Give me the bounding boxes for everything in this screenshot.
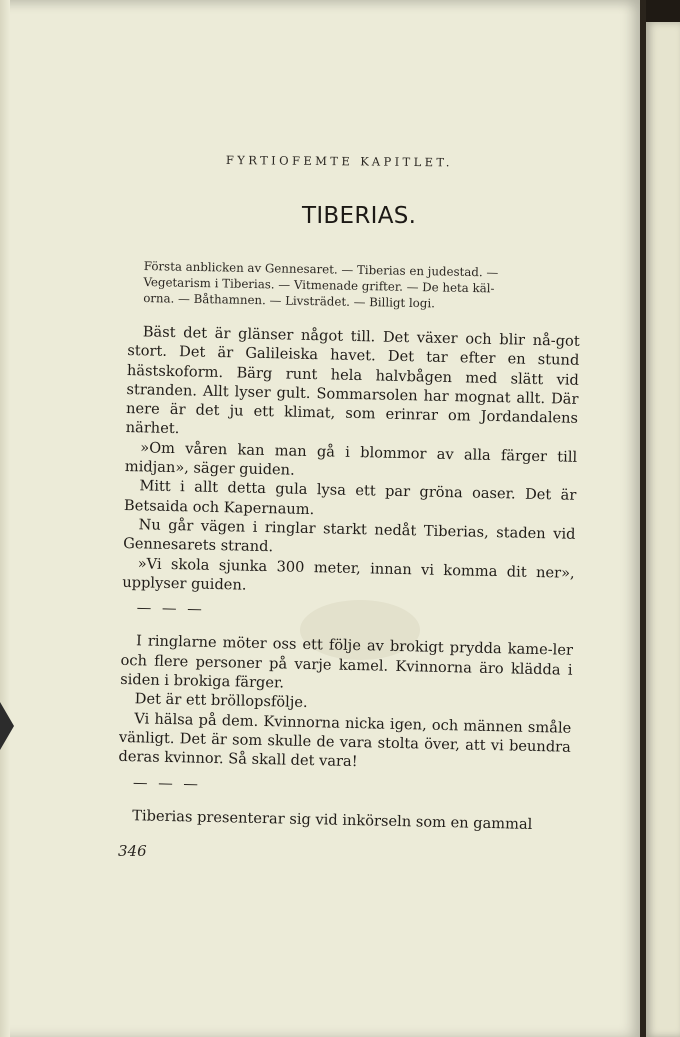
paragraph: I ringlarne möter oss ett följe av brokigt prydda kame-ler och flere personer på varje kamel. Kvinnorna äro klädda i siden i brokiga färger. [120, 632, 574, 692]
paragraph: Mitt i allt detta gula lysa ett par gröna oaser. Det är Betsaida och Kapernaum. [123, 477, 577, 518]
paragraph: Det är ett bröllopsfölje. [134, 690, 308, 712]
chapter-title: TIBERIAS. [302, 203, 417, 229]
chapter-summary [143, 258, 584, 314]
section-separator: — — — [136, 599, 205, 618]
page-number: 346 [118, 842, 147, 860]
summary-line: orna. — Båthamnen. — Livsträdet. — Billigt logi. [143, 290, 436, 311]
paragraph: »Vi skola sjunka 300 meter, innan vi komma dit ner», upplyser guiden. [122, 554, 575, 594]
summary-line: Första anblicken av Gennesaret. — Tiberias en judestad. — [143, 258, 499, 280]
paragraph: Vi hälsa på dem. Kvinnorna nicka igen, och männen småle vänligt. Det är som skulle de vara stolta över, att vi beundra deras kvinnor. Så skall det vara! [118, 709, 572, 771]
section-separator: — — — [132, 773, 202, 793]
paragraph: Tiberias presenterar sig vid inkörseln som en gammal [132, 807, 533, 833]
body-text [117, 322, 580, 835]
next-page-edge [646, 22, 680, 1037]
chapter-label: FYRTIOFEMTE KAPITLET. [225, 153, 453, 170]
paragraph: Nu går vägen i ringlar starkt nedåt Tiberias, staden vid Gennesarets strand. [122, 516, 576, 556]
summary-line: Vegetarism i Tiberias. — Vitmenade grifter. — De heta käl- [143, 274, 495, 296]
paragraph: »Om våren kan man gå i blommor av alla färger till midjan», säger guiden. [124, 439, 578, 479]
paragraph: Bäst det är glänser något till. Det växer och blir nå-got stort. Det är Galileiska havet. Det tar efter en stund hästskoform. Bärg runt hela halvbågen med slätt vid stranden. Allt lyser gult. Sommarsolen har mognat allt. Där nere är det ju ett klimat, som erinrar om Jordandalens närhet. [125, 323, 580, 438]
page-left-edge [0, 0, 10, 1037]
